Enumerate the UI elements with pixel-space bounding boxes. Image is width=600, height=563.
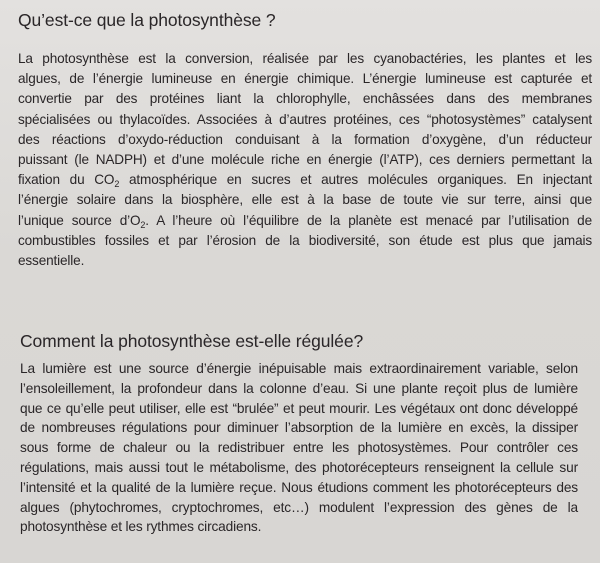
- text-line: [18, 231, 592, 251]
- text-run: fixation du CO: [18, 172, 115, 188]
- text-run: . A l’heure où l’équilibre de la planète est menacé par l’utilisation de: [145, 212, 592, 228]
- text-run: sous forme de chaleur ou la redistribuer entre les photosystèmes. Pour contrôler ces: [20, 440, 578, 456]
- text-run: algues (phytochromes, cryptochromes, etc…) modulent l’expression des gènes de la: [20, 499, 578, 515]
- text-line: [20, 517, 578, 537]
- text-line: [18, 110, 592, 130]
- text-run: régulations, mais aussi tout le métabolisme, des photorécepteurs renseignent la cellule sur: [20, 459, 578, 475]
- section-paragraph: [20, 359, 578, 537]
- text-run: des réactions d’oxydo-réduction conduisant à la formation d’oxygène, d’un réducteur: [18, 131, 592, 147]
- text-run: algues, de l’énergie lumineuse en énergie chimique. L’énergie lumineuse est capturée et: [18, 71, 592, 87]
- section-title: Comment la photosynthèse est-elle régulée?: [20, 331, 364, 351]
- text-run: de nombreuses régulations pour diminuer l’absorption de la lumière en excès, la dissiper: [20, 420, 578, 436]
- text-run: l’énergie solaire dans la biosphère, elle est à la base de toute vie sur terre, ainsi que: [18, 192, 592, 208]
- text-line: [18, 211, 592, 231]
- subscript: 2: [114, 179, 120, 190]
- text-run: convertie par des protéines liant la chlorophylle, enchâssées dans des membranes: [18, 91, 592, 107]
- text-line: [18, 89, 592, 109]
- text-line: [18, 49, 592, 69]
- text-run: La photosynthèse est la conversion, réalisée par les cyanobactéries, les plantes et les: [18, 51, 592, 66]
- text-line: [20, 418, 578, 438]
- text-line: [20, 498, 578, 518]
- text-run: l’unique source d’O: [18, 212, 141, 228]
- text-line: [20, 359, 578, 379]
- text-run: essentielle.: [18, 253, 85, 269]
- text-line: [20, 478, 578, 498]
- text-run: que ce qu’elle peut utiliser, elle est “brulée” et peut mourir. Les végétaux ont donc développé: [20, 400, 578, 416]
- text-line: [20, 399, 578, 419]
- section-regulation: [20, 330, 578, 537]
- subscript: 2: [140, 219, 146, 230]
- section-title: Qu’est-ce que la photosynthèse ?: [18, 10, 276, 30]
- section-photosynthese: [18, 9, 592, 271]
- text-line: [18, 170, 592, 190]
- text-line: [20, 379, 578, 399]
- text-line: [18, 69, 592, 89]
- text-run: spécialisées ou thylacoïdes. Associées à d’autres protéines, ces “photosystèmes” catalysent: [18, 111, 592, 127]
- text-line: [20, 438, 578, 458]
- text-line: [18, 251, 592, 271]
- section-paragraph: [18, 49, 592, 271]
- text-line: [18, 190, 592, 210]
- text-run: l’intensité et la qualité de la lumière reçue. Nous étudions comment les photorécepteurs des: [20, 479, 578, 495]
- text-run: photosynthèse et les rythmes circadiens.: [20, 519, 262, 535]
- text-run: puissant (le NADPH) et d’une molécule riche en énergie (l’ATP), ces derniers permettant la: [18, 152, 592, 168]
- text-line: [18, 130, 592, 150]
- text-line: [18, 150, 592, 170]
- text-line: [20, 458, 578, 478]
- text-run: combustibles fossiles et par l’érosion de la biodiversité, son étude est plus que jamais: [18, 232, 592, 248]
- text-run: La lumière est une source d’énergie inépuisable mais extraordinairement variable, selon: [20, 361, 578, 376]
- text-run: l’ensoleillement, la profondeur dans la colonne d’eau. Si une plante reçoit plus de lumière: [20, 380, 578, 396]
- text-run: atmosphérique en sucres et autres molécules organiques. En injectant: [119, 172, 592, 188]
